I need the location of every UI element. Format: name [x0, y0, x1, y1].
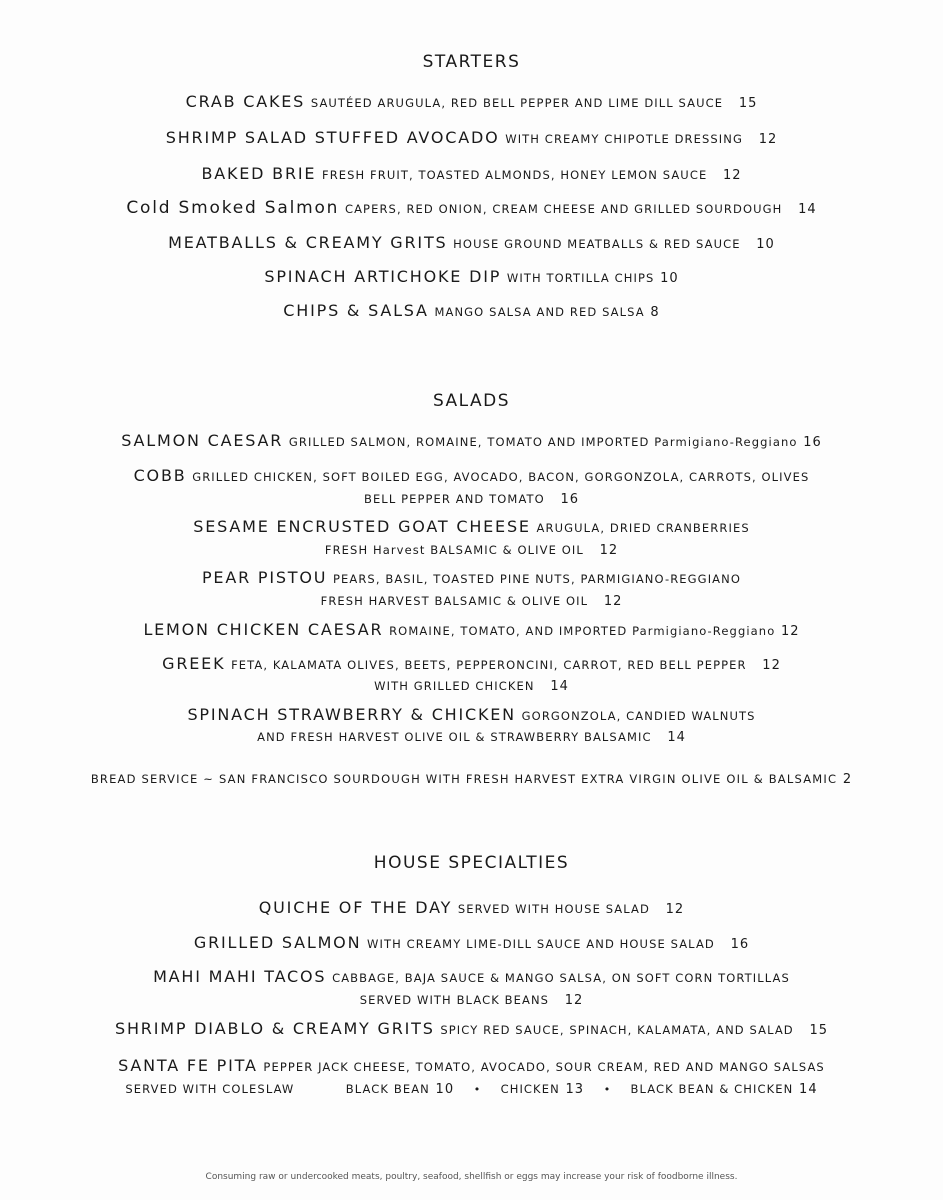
bread-service	[0, 768, 943, 787]
item-desc: SAUTÉED ARUGULA, RED BELL PEPPER AND LIME DILL SAUCE	[310, 96, 724, 110]
item-name: LEMON CHICKEN CAESAR	[143, 620, 384, 639]
starters-heading: STARTERS	[422, 52, 521, 72]
menu-item	[0, 267, 943, 286]
foodborne-illness-disclaimer: Consuming raw or undercooked meats, poultry, seafood, shellfish or eggs may increase your risk of foodborne illness.	[205, 1172, 738, 1182]
item-price: 14	[667, 730, 686, 745]
option-label: CHICKEN	[500, 1082, 560, 1096]
bread-service-text: BREAD SERVICE ~ SAN FRANCISCO SOURDOUGH WITH FRESH HARVEST EXTRA VIRGIN OLIVE OIL & BALSAMIC	[90, 772, 838, 786]
item-price: 12	[758, 132, 778, 147]
option-black-bean-chicken	[630, 1078, 817, 1097]
item-desc-2: FRESH HARVEST BALSAMIC & OLIVE OIL	[320, 594, 589, 608]
item-name: GRILLED SALMON	[193, 933, 362, 952]
item-desc: PEARS, BASIL, TOASTED PINE NUTS, PARMIGIANO-REGGIANO	[332, 572, 742, 586]
item-price: 10	[660, 271, 679, 286]
menu-item-cont	[0, 539, 943, 558]
option-chicken	[501, 1078, 584, 1097]
item-name: BAKED BRIE	[201, 164, 317, 183]
menu-item	[0, 898, 943, 917]
item-desc: CABBAGE, BAJA SAUCE & MANGO SALSA, ON SOFT CORN TORTILLAS	[332, 971, 790, 985]
item-name: SANTA FE PITA	[118, 1056, 258, 1075]
item-desc-2: FRESH Harvest BALSAMIC & OLIVE OIL	[324, 543, 584, 557]
item-name: CHIPS & SALSA	[283, 301, 429, 320]
item-desc-2: SERVED WITH BLACK BEANS	[359, 993, 550, 1007]
item-price: 12	[603, 594, 623, 609]
item-name: SHRIMP DIABLO & CREAMY GRITS	[115, 1019, 435, 1038]
option-price: 14	[799, 1082, 818, 1097]
menu-item-cont	[0, 488, 943, 507]
option-label: BLACK BEAN & CHICKEN	[630, 1082, 794, 1096]
menu-item	[0, 1056, 943, 1075]
item-desc-2: BELL PEPPER AND TOMATO	[363, 492, 545, 506]
menu-item	[0, 517, 943, 536]
menu-item	[0, 967, 943, 986]
item-price: 10	[756, 237, 775, 252]
menu-item-cont	[0, 989, 943, 1008]
item-name: SPINACH STRAWBERRY & CHICKEN	[187, 705, 516, 724]
item-desc: WITH CREAMY CHIPOTLE DRESSING	[505, 132, 743, 146]
menu-item	[0, 233, 943, 252]
item-desc: HOUSE GROUND MEATBALLS & RED SAUCE	[453, 237, 741, 251]
item-desc: GRILLED CHICKEN, SOFT BOILED EGG, AVOCADO, BACON, GORGONZOLA, CARROTS, OLIVES	[192, 470, 810, 484]
menu-item-cont	[0, 590, 943, 609]
option-black-bean	[346, 1078, 454, 1097]
item-desc: GRILLED SALMON, ROMAINE, TOMATO AND IMPORTED Parmigiano-Reggiano	[288, 435, 798, 449]
salads-heading: SALADS	[432, 391, 511, 411]
menu-item	[0, 198, 943, 218]
item-price-2: 14	[550, 679, 569, 694]
item-name: PEAR PISTOU	[201, 568, 328, 587]
item-price: 12	[781, 624, 800, 639]
item-desc: MANGO SALSA AND RED SALSA	[434, 305, 645, 319]
option-price: 13	[565, 1082, 585, 1097]
option-label: BLACK BEAN	[345, 1082, 430, 1096]
item-price: 12	[564, 993, 584, 1008]
item-name: SALMON CAESAR	[121, 431, 284, 450]
menu-item	[0, 92, 943, 111]
item-desc: GORGONZOLA, CANDIED WALNUTS	[521, 709, 756, 723]
item-name: Cold Smoked Salmon	[126, 198, 340, 218]
item-name: MEATBALLS & CREAMY GRITS	[168, 233, 448, 252]
item-name: SPINACH ARTICHOKE DIP	[264, 267, 502, 286]
item-desc: SPICY RED SAUCE, SPINACH, KALAMATA, AND SALAD	[440, 1023, 794, 1037]
menu-item	[0, 466, 943, 485]
menu-item	[0, 1019, 943, 1038]
menu-item	[0, 568, 943, 587]
menu-item-options	[0, 1078, 943, 1097]
item-price: 8	[650, 305, 660, 320]
item-desc-2: WITH GRILLED CHICKEN	[374, 679, 535, 693]
item-price: 16	[730, 937, 750, 952]
bread-service-price: 2	[842, 772, 853, 787]
item-name: SESAME ENCRUSTED GOAT CHEESE	[193, 517, 531, 536]
menu-item	[0, 128, 943, 147]
item-desc: SERVED WITH HOUSE SALAD	[457, 902, 650, 916]
item-name: SHRIMP SALAD STUFFED AVOCADO	[165, 128, 500, 147]
item-desc: ROMAINE, TOMATO, AND IMPORTED Parmigiano-Reggiano	[389, 624, 776, 638]
option-price: 10	[435, 1082, 455, 1097]
menu-item	[0, 164, 943, 183]
item-desc: FETA, KALAMATA OLIVES, BEETS, PEPPERONCINI, CARROT, RED BELL PEPPER	[231, 658, 747, 672]
item-price: 16	[803, 435, 822, 450]
item-price: 12	[723, 168, 742, 183]
item-desc: WITH CREAMY LIME-DILL SAUCE AND HOUSE SALAD	[367, 937, 715, 951]
item-price: 15	[738, 96, 758, 111]
item-desc: ARUGULA, DRIED CRANBERRIES	[536, 521, 750, 535]
separator: •	[603, 1083, 611, 1096]
item-price: 16	[560, 492, 580, 507]
item-desc: PEPPER JACK CHEESE, TOMATO, AVOCADO, SOUR CREAM, RED AND MANGO SALSAS	[263, 1060, 825, 1074]
item-price: 12	[762, 658, 781, 673]
menu-item	[0, 301, 943, 320]
menu-item-cont	[0, 726, 943, 745]
item-name: MAHI MAHI TACOS	[153, 967, 327, 986]
item-desc: WITH TORTILLA CHIPS	[506, 271, 655, 285]
item-desc-2: SERVED WITH COLESLAW	[125, 1082, 295, 1096]
item-desc-2: AND FRESH HARVEST OLIVE OIL & STRAWBERRY BALSAMIC	[257, 730, 652, 744]
item-price: 12	[599, 543, 619, 558]
item-price: 15	[809, 1023, 828, 1038]
item-price: 12	[665, 902, 685, 917]
menu-item-cont	[0, 675, 943, 694]
specialties-heading: HOUSE SPECIALTIES	[373, 853, 570, 873]
menu-item	[0, 933, 943, 952]
menu-item	[0, 654, 943, 673]
item-name: CRAB CAKES	[185, 92, 306, 111]
menu-item	[0, 620, 943, 639]
item-price: 14	[798, 202, 817, 217]
menu-item	[0, 705, 943, 724]
item-name: GREEK	[162, 654, 226, 673]
item-name: COBB	[133, 466, 187, 485]
item-desc: CAPERS, RED ONION, CREAM CHEESE AND GRILLED SOURDOUGH	[344, 202, 783, 216]
menu-item	[0, 431, 943, 450]
item-desc: FRESH FRUIT, TOASTED ALMONDS, HONEY LEMON SAUCE	[321, 168, 708, 182]
separator: •	[473, 1083, 481, 1096]
item-name: QUICHE OF THE DAY	[258, 898, 453, 917]
